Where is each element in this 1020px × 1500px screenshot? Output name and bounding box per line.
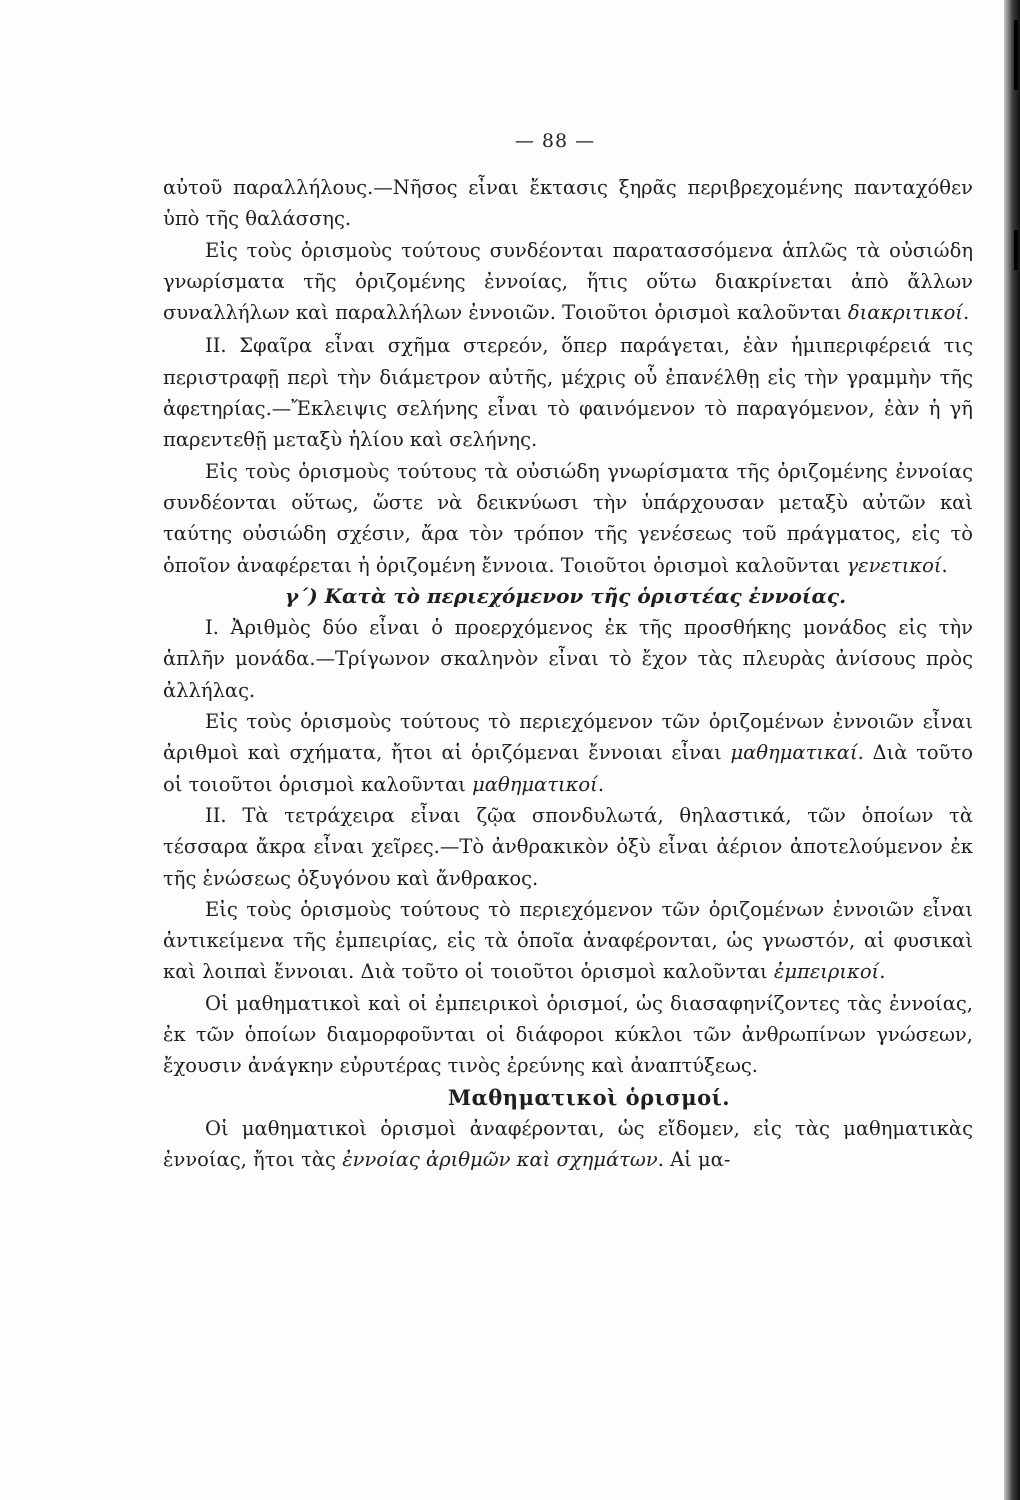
paragraph-6: Εἰς τοὺς ὁρισμοὺς τούτους τὸ περιεχόμενον τῶν ὁριζομένων ἐννοιῶν εἶναι ἀριθμοὶ καὶ σχήματα, ἤτοι αἱ ὁριζόμεναι ἔννοιαι εἶναι μαθηματικαί. Διὰ τοῦτο οἱ τοιοῦτοι ὁρισμοὶ καλοῦνται μαθηματικοί. [163, 710, 973, 796]
paragraph-3: ΙΙ. Σφαῖρα εἶναι σχῆμα στερεόν, ὅπερ παράγεται, ἐὰν ἡμιπεριφέρειά τις περιστραφῇ περὶ τὴν διάμετρον αὐτῆς, μέχρις οὗ ἐπανέλθῃ εἰς τὴν γραμμὴν τῆς ἀφετηρίας.—Ἔκλειψις σελήνης εἶναι τὸ φαινόμενον τὸ παραγόμενον, ἐὰν ἡ γῆ παρεντεθῇ μεταξὺ ἡλίου καὶ σελήνης. [163, 334, 973, 452]
scan-page-edge [1004, 0, 1020, 1500]
paragraph-4: Εἰς τοὺς ὁρισμοὺς τούτους τὰ οὐσιώδη γνωρίσματα τῆς ὁριζομένης ἐννοίας συνδέονται οὕτως, ὥστε νὰ δεικνύωσι τὴν ὑπάρχουσαν μεταξὺ αὐτῶν καὶ ταύτης οὐσιώδη σχέσιν, ἄρα τὸν τρόπον τῆς γενέσεως τοῦ πράγματος, εἰς τὸ ὁποῖον ἀναφέρεται ἡ ὁριζομένη ἔννοια. Τοιοῦτοι ὁρισμοὶ καλοῦνται γενετικοί. [163, 459, 973, 577]
section-heading: Μαθηματικοὶ ὁρισμοί. [447, 1084, 731, 1110]
paragraph-10: Οἱ μαθηματικοὶ ὁρισμοὶ ἀναφέρονται, ὡς εἴδομεν, εἰς τὰς μαθηματικὰς ἐννοίας, ἤτοι τὰς ἐννοίας ἀριθμῶν καὶ σχημάτων. Αἱ μα- [163, 1116, 973, 1172]
paragraph-8: Εἰς τοὺς ὁρισμοὺς τούτους τὸ περιεχόμενον τῶν ὁριζομένων ἐννοιῶν εἶναι ἀντικείμενα τῆς ἐμπειρίας, εἰς τὰ ὁποῖα ἀναφέρονται, ὡς γνωστόν, αἱ φυσικαὶ καὶ λοιπαὶ ἔννοιαι. Διὰ τοῦτο οἱ τοιοῦτοι ὁρισμοὶ καλοῦνται ἐμπειρικοί. [163, 897, 973, 984]
page-number: — 88 — [514, 130, 596, 152]
paragraph-7: ΙΙ. Τὰ τετράχειρα εἶναι ζῷα σπονδυλωτά, θηλαστικά, τῶν ὁποίων τὰ τέσσαρα ἄκρα εἶναι χεῖρες.—Τὸ ἀνθρακικὸν ὀξὺ εἶναι ἀέριον ἀποτελούμενον ἐκ τῆς ἑνώσεως ὀξυγόνου καὶ ἄνθρακος. [163, 803, 973, 890]
paragraph-9: Οἱ μαθηματικοὶ καὶ οἱ ἐμπειρικοὶ ὁρισμοί, ὡς διασαφηνίζοντες τὰς ἐννοίας, ἐκ τῶν ὁποίων διαμορφοῦνται οἱ διάφοροι κύκλοι τῶν ἀνθρωπίνων γνώσεων, ἔχουσιν ἀνάγκην εὐρυτέρας τινὸς ἐρεύνης καὶ ἀναπτύξεως. [163, 991, 973, 1078]
paragraph-1: αὐτοῦ παραλλήλους.—Νῆσος εἶναι ἔκτασις ξηρᾶς περιβρεχομένης πανταχόθεν ὑπὸ τῆς θαλάσσης. [163, 176, 973, 231]
page-body [163, 172, 973, 1176]
paragraph-2: Εἰς τοὺς ὁρισμοὺς τούτους συνδέονται παρατασσόμενα ἁπλῶς τὰ οὐσιώδη γνωρίσματα τῆς ὁριζομένης ἐννοίας, ἥτις οὕτω διακρίνεται ἀπὸ ἄλλων συναλλήλων καὶ παραλλήλων ἐννοιῶν. Τοιοῦτοι ὁρισμοὶ καλοῦνται διακριτικοί. [163, 238, 973, 325]
paragraph-5: Ι. Ἀριθμὸς δύο εἶναι ὁ προερχόμενος ἐκ τῆς προσθήκης μονάδος εἰς τὴν ἁπλῆν μονάδα.—Τρίγωνον σκαληνὸν εἶναι τὸ ἔχον τὰς πλευρὰς ἀνίσους πρὸς ἀλλήλας. [163, 616, 973, 702]
subheading: γ΄) Κατὰ τὸ περιεχόμενον τῆς ὁριστέας ἐννοίας. [285, 583, 847, 608]
